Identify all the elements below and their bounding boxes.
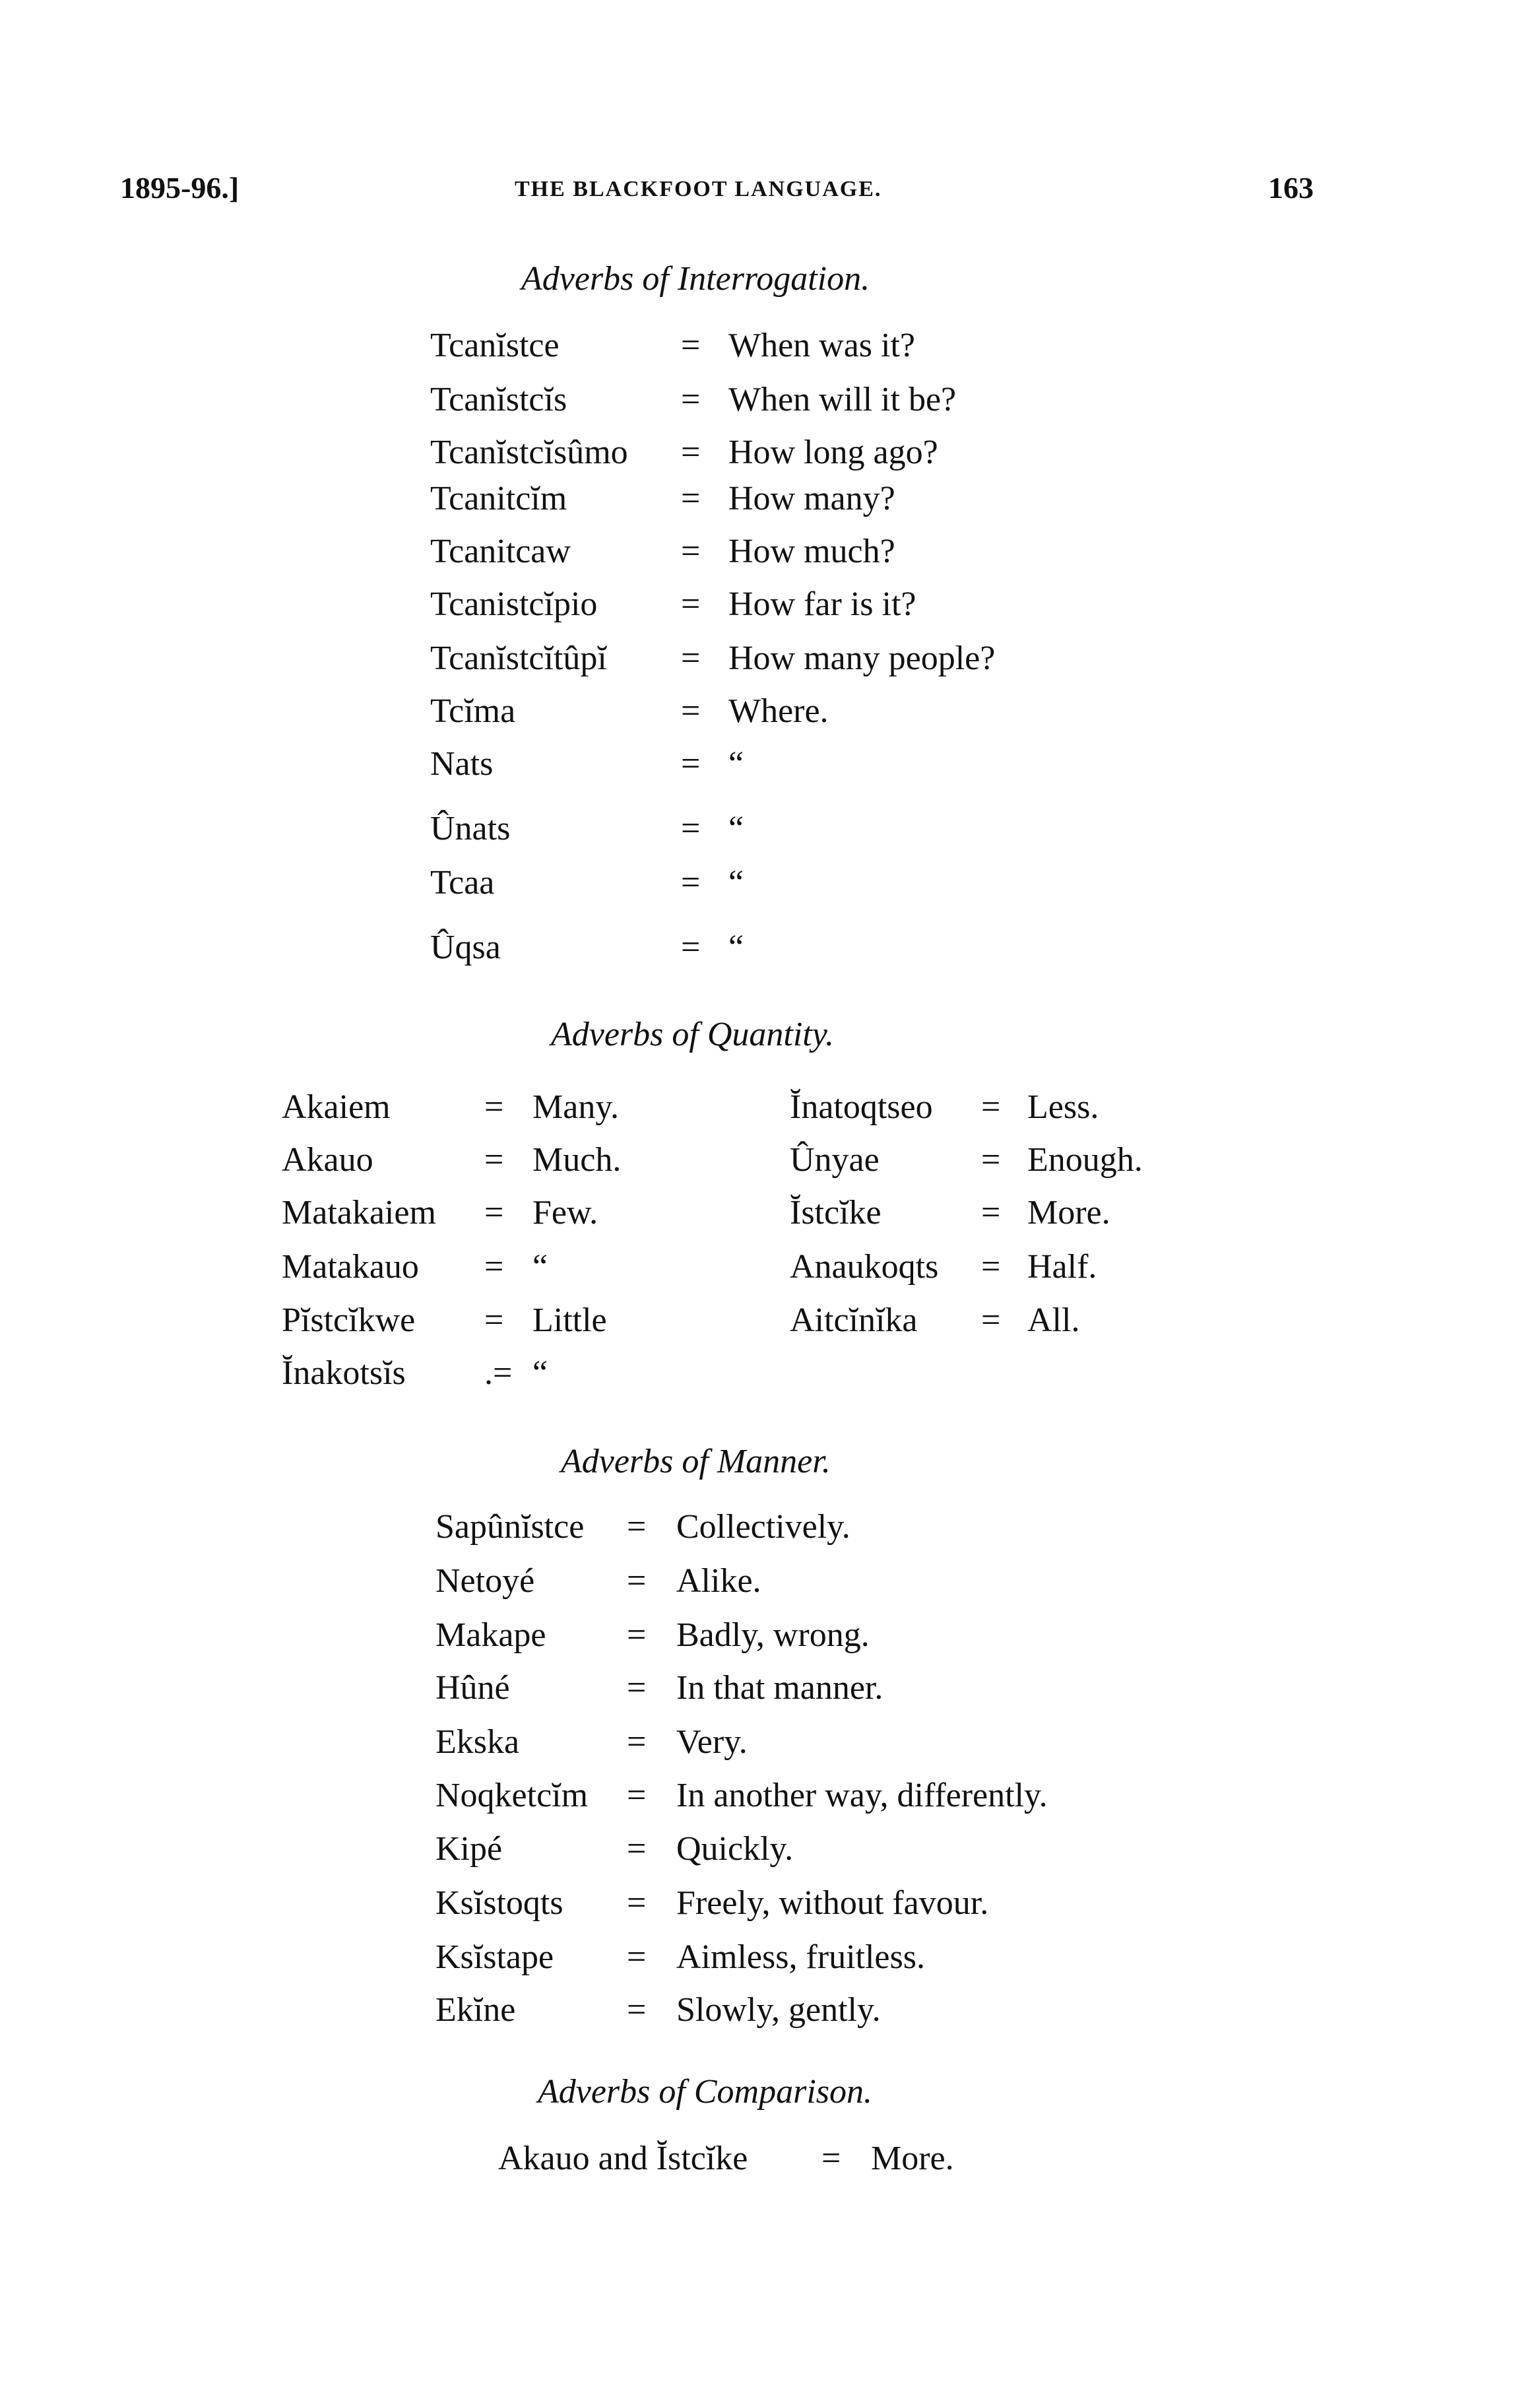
heading-interrogation: Adverbs of Interrogation.: [521, 260, 870, 298]
entry-row: [430, 587, 1322, 627]
equals-sign: =: [627, 1830, 647, 1868]
entry-term: Tcanitcĭm: [430, 480, 567, 517]
equals-sign: =: [681, 692, 701, 730]
entry-term: Hûné: [435, 1669, 510, 1707]
entry-definition: “: [728, 810, 744, 847]
entry-term: Pĭstcĭkwe: [282, 1301, 416, 1339]
entry-definition: “: [728, 745, 744, 783]
entry-row: [435, 1564, 1270, 1604]
entry-definition: Quickly.: [676, 1830, 794, 1868]
entry-definition: “: [532, 1354, 548, 1392]
entry-definition: More.: [871, 2140, 954, 2177]
entry-definition: Enough.: [1027, 1141, 1143, 1179]
equals-sign: =: [681, 810, 701, 847]
entry-term: Ûnyae: [790, 1141, 880, 1179]
equals-sign: =: [627, 1777, 647, 1814]
entry-row: [435, 1779, 1270, 1818]
entry-term: Akaiem: [282, 1088, 391, 1126]
entry-row: [435, 1993, 1270, 2033]
equals-sign: =: [681, 585, 701, 623]
entry-term: Anaukoqts: [790, 1248, 939, 1286]
entry-term: Kipé: [435, 1830, 503, 1868]
entry-term: Tcanĭstcĭs: [430, 381, 567, 418]
entry-definition: Few.: [532, 1194, 598, 1232]
entry-term: Ûnats: [430, 810, 511, 847]
entry-term: Noqketcĭm: [435, 1777, 589, 1814]
entry-row: [790, 1143, 1540, 1183]
entry-term: Sapûnĭstce: [435, 1508, 585, 1546]
entry-term: Ĭnatoqtseo: [790, 1088, 933, 1126]
equals-sign: =: [981, 1194, 1001, 1232]
entry-definition: Slowly, gently.: [676, 1991, 881, 2029]
entry-row: [430, 641, 1322, 681]
equals-sign: =: [681, 327, 701, 364]
entry-definition: Badly, wrong.: [676, 1616, 870, 1654]
entry-term: Matakauo: [282, 1248, 419, 1286]
entry-row: [430, 329, 1322, 368]
equals-sign: =: [627, 1669, 647, 1707]
entry-row: [430, 812, 1322, 851]
equals-sign: =: [627, 1991, 647, 2029]
entry-term: Tcanĭstcĭsûmo: [430, 434, 628, 471]
equals-sign: =: [821, 2140, 841, 2177]
entry-term: Tcaa: [430, 864, 495, 902]
heading-manner: Adverbs of Manner.: [561, 1443, 831, 1480]
entry-term: Ûqsa: [430, 929, 501, 966]
entry-definition: How far is it?: [728, 585, 916, 623]
entry-row: [435, 1886, 1270, 1926]
entry-term: Matakaiem: [282, 1194, 436, 1232]
equals-sign: =: [484, 1141, 504, 1179]
equals-sign: =: [484, 1088, 504, 1126]
equals-sign: =: [681, 640, 701, 677]
entry-definition: Less.: [1027, 1088, 1099, 1126]
equals-sign: .=: [484, 1354, 513, 1392]
entry-term: Ĭstcĭke: [790, 1194, 882, 1232]
entry-term: Ksĭstoqts: [435, 1884, 563, 1922]
entry-definition: Many.: [532, 1088, 619, 1126]
running-head-title: THE BLACKFOOT LANGUAGE.: [515, 177, 882, 201]
entry-definition: Collectively.: [676, 1508, 850, 1546]
entry-definition: “: [532, 1248, 548, 1286]
entry-definition: How many people?: [728, 640, 996, 677]
entry-row: [790, 1250, 1540, 1290]
equals-sign: =: [681, 864, 701, 902]
equals-sign: =: [981, 1248, 1001, 1286]
entry-definition: How long ago?: [728, 434, 938, 471]
entry-row: [430, 383, 1322, 422]
equals-sign: =: [681, 533, 701, 570]
entry-definition: When will it be?: [728, 381, 957, 418]
equals-sign: =: [981, 1088, 1001, 1126]
entry-row: [498, 2142, 1465, 2181]
equals-sign: =: [627, 1884, 647, 1922]
entry-term: Tcanĭstce: [430, 327, 560, 364]
equals-sign: =: [484, 1194, 504, 1232]
entry-row: [790, 1196, 1540, 1235]
entry-definition: Freely, without favour.: [676, 1884, 989, 1922]
entry-term: Tcanĭstcĭtûpĭ: [430, 640, 607, 677]
entry-row: [430, 535, 1322, 574]
entry-term: Ekska: [435, 1723, 520, 1761]
entry-definition: “: [728, 864, 744, 902]
page-number: 163: [1268, 171, 1314, 205]
equals-sign: =: [484, 1301, 504, 1339]
entry-row: [435, 1725, 1270, 1765]
equals-sign: =: [627, 1938, 647, 1976]
entry-term: Ekĭne: [435, 1991, 516, 2029]
equals-sign: =: [484, 1248, 504, 1286]
entry-term: Makape: [435, 1616, 546, 1654]
entry-term: Akauo and Ĭstcĭke: [498, 2140, 748, 2177]
equals-sign: =: [681, 745, 701, 783]
entry-row: [790, 1090, 1540, 1130]
entry-row: [430, 482, 1322, 521]
entry-definition: When was it?: [728, 327, 916, 364]
equals-sign: =: [681, 480, 701, 517]
equals-sign: =: [627, 1508, 647, 1546]
entry-definition: Half.: [1027, 1248, 1097, 1286]
entry-row: [430, 866, 1322, 905]
equals-sign: =: [681, 434, 701, 471]
entry-definition: How much?: [728, 533, 895, 570]
entry-row: [430, 931, 1322, 970]
entry-definition: “: [728, 929, 744, 966]
heading-quantity: Adverbs of Quantity.: [551, 1016, 834, 1053]
entry-row: [430, 747, 1322, 787]
entry-definition: In another way, differently.: [676, 1777, 1048, 1814]
entry-row: [430, 436, 1322, 475]
entry-definition: More.: [1027, 1194, 1110, 1232]
entry-row: [435, 1940, 1270, 1980]
entry-definition: In that manner.: [676, 1669, 883, 1707]
entry-term: Ĭnakotsĭs: [282, 1354, 406, 1392]
running-head-years: 1895-96.]: [120, 171, 240, 205]
entry-term: Akauo: [282, 1141, 373, 1179]
entry-term: Nats: [430, 745, 494, 783]
entry-term: Ksĭstape: [435, 1938, 554, 1976]
entry-row: [790, 1303, 1540, 1343]
equals-sign: =: [981, 1141, 1001, 1179]
equals-sign: =: [981, 1301, 1001, 1339]
entry-row: [435, 1618, 1270, 1658]
entry-row: [430, 694, 1322, 734]
entry-definition: Very.: [676, 1723, 748, 1761]
equals-sign: =: [627, 1616, 647, 1654]
heading-comparison: Adverbs of Comparison.: [538, 2073, 872, 2111]
entry-definition: All.: [1027, 1301, 1080, 1339]
entry-row: [282, 1356, 1126, 1396]
entry-definition: Little: [532, 1301, 607, 1339]
entry-term: Tcĭma: [430, 692, 516, 730]
entry-row: [435, 1671, 1270, 1711]
entry-definition: Much.: [532, 1141, 622, 1179]
entry-definition: Aimless, fruitless.: [676, 1938, 925, 1976]
equals-sign: =: [681, 381, 701, 418]
entry-term: Aitcĭnĭka: [790, 1301, 918, 1339]
equals-sign: =: [627, 1562, 647, 1600]
entry-definition: Where.: [728, 692, 829, 730]
entry-term: Tcanitcaw: [430, 533, 571, 570]
entry-definition: How many?: [728, 480, 895, 517]
entry-row: [435, 1510, 1270, 1550]
entry-row: [435, 1832, 1270, 1872]
equals-sign: =: [627, 1723, 647, 1761]
entry-term: Netoyé: [435, 1562, 535, 1600]
entry-term: Tcanistcĭpio: [430, 585, 598, 623]
entry-definition: Alike.: [676, 1562, 761, 1600]
equals-sign: =: [681, 929, 701, 966]
